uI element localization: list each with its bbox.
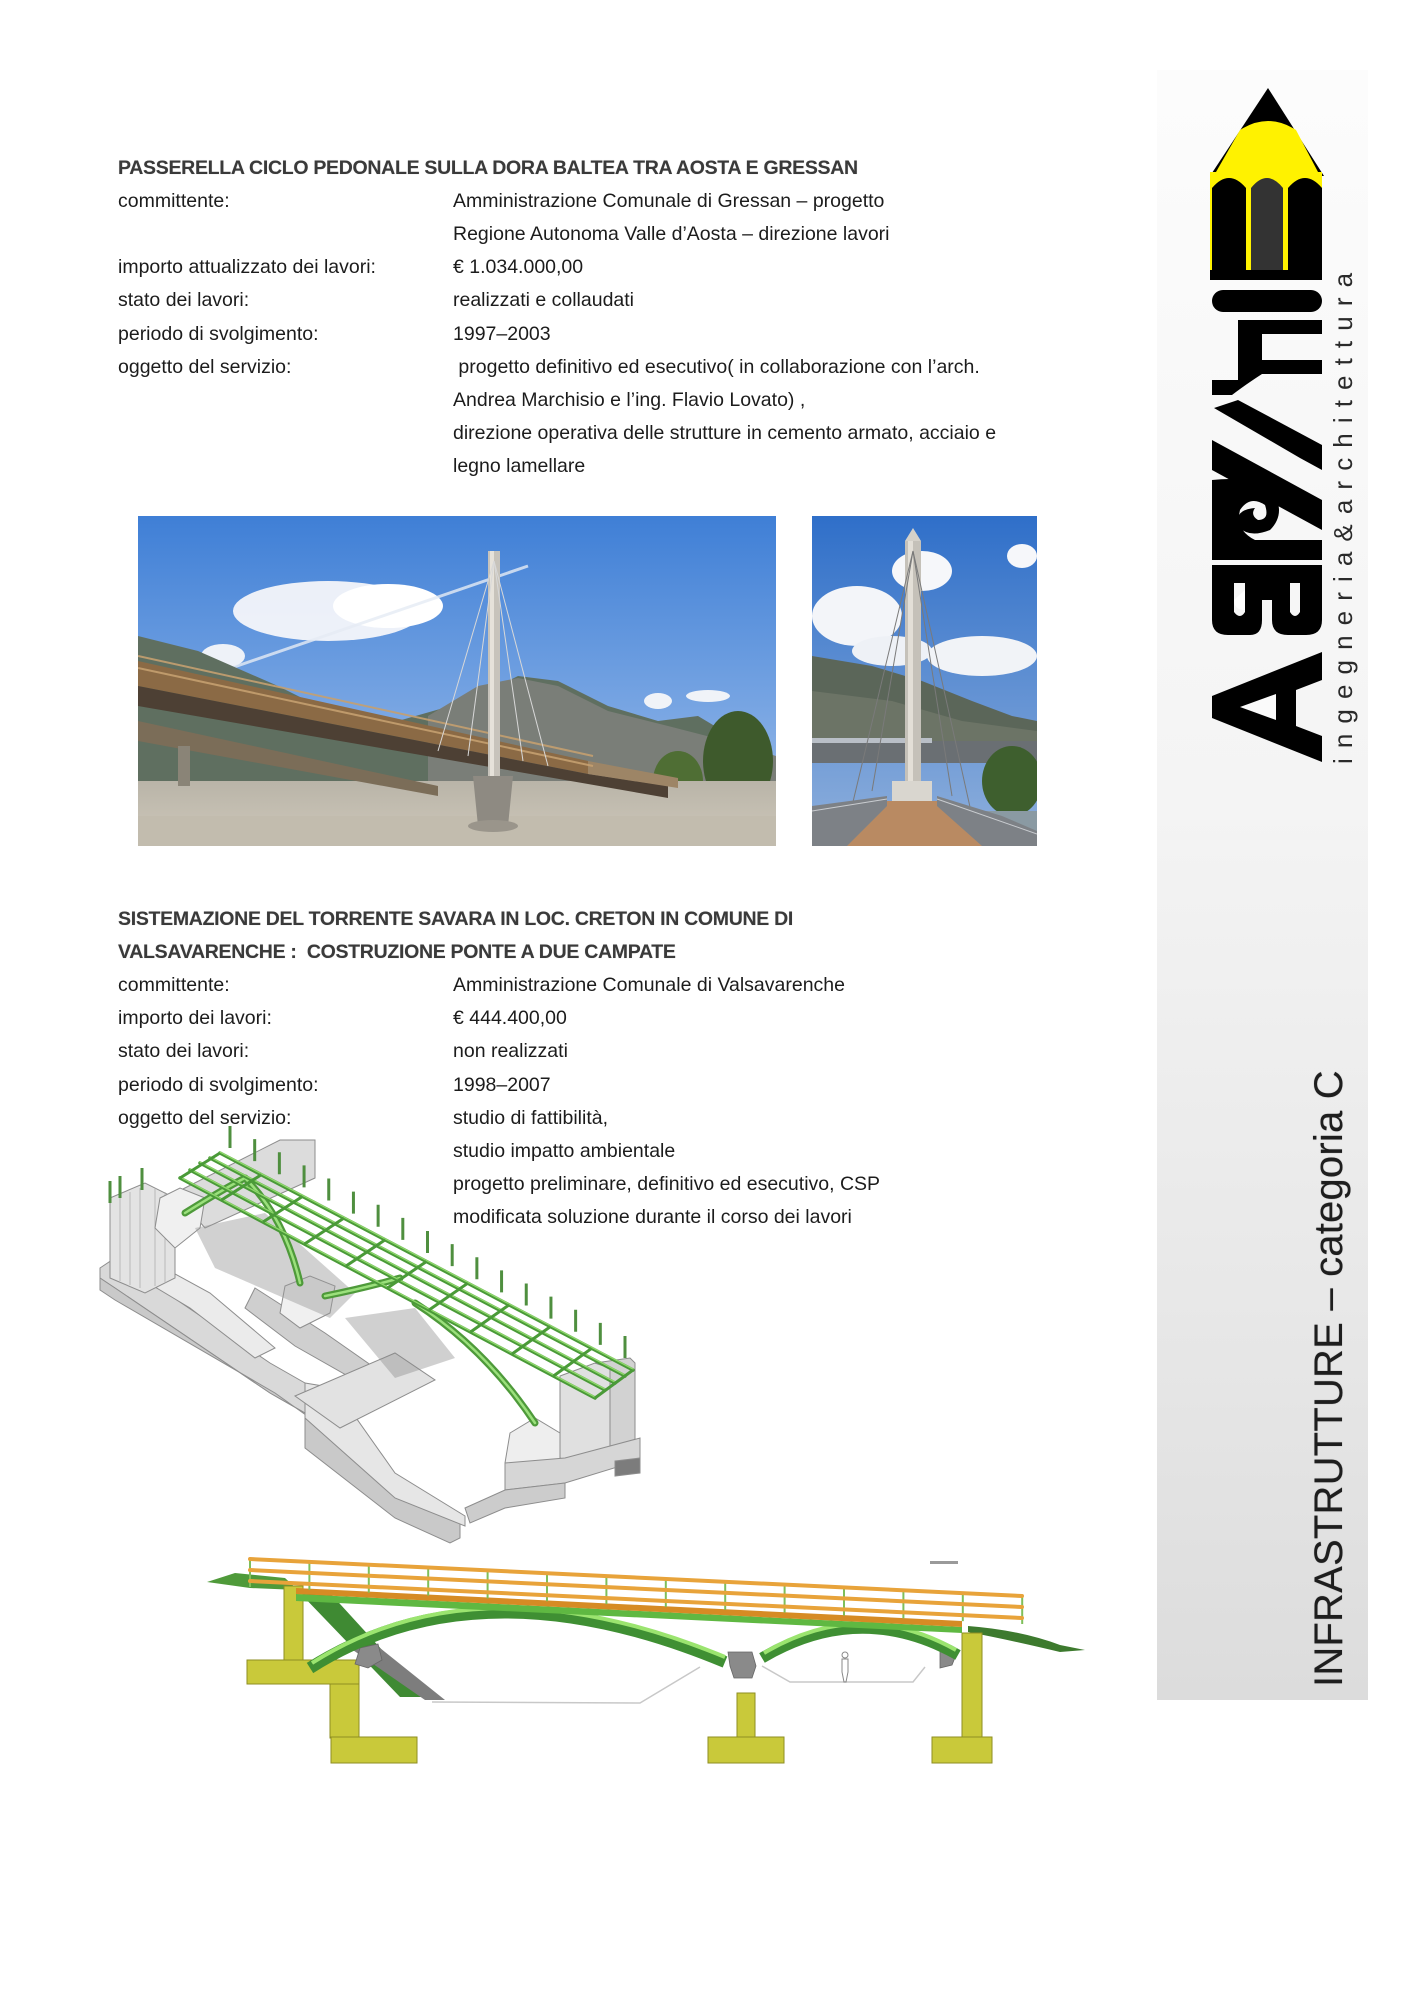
field-value: € 444.400,00 <box>453 1007 567 1029</box>
field-value: legno lamellare <box>453 455 586 477</box>
section1-title: PASSERELLA CICLO PEDONALE SULLA DORA BALTEA TRA AOSTA E GRESSAN <box>118 157 858 179</box>
field-value: progetto preliminare, definitivo ed esecutivo, CSP <box>453 1173 881 1195</box>
section2-title-line2: VALSAVARENCHE : COSTRUZIONE PONTE A DUE CAMPATE <box>118 941 676 963</box>
photo-bridge-deck-view <box>812 516 1037 846</box>
field-label: oggetto del servizio: <box>118 1107 292 1129</box>
field-value: Regione Autonoma Valle d’Aosta – direzione lavori <box>453 223 890 245</box>
field-value: 1998–2007 <box>453 1074 551 1096</box>
field-label: periodo di svolgimento: <box>118 323 319 345</box>
field-label: importo attualizzato dei lavori: <box>118 256 376 278</box>
field-value: € 1.034.000,00 <box>453 256 584 278</box>
field-label: stato dei lavori: <box>118 289 250 311</box>
field-value: Amministrazione Comunale di Valsavarenche <box>453 974 845 996</box>
field-value: non realizzati <box>453 1040 568 1062</box>
logo-tagline: ingegneria&architettura <box>1328 262 1358 764</box>
field-value: realizzati e collaudati <box>453 289 635 311</box>
field-value: studio impatto ambientale <box>453 1140 676 1162</box>
category-title: INFRASTRUTTURE – categoria C <box>1307 1070 1351 1687</box>
field-value: direzione operativa delle strutture in cemento armato, acciaio e <box>453 422 997 444</box>
field-label: importo dei lavori: <box>118 1007 272 1029</box>
field-value: Amministrazione Comunale di Gressan – progetto <box>453 190 885 212</box>
field-label: committente: <box>118 974 230 996</box>
field-value: 1997–2003 <box>453 323 551 345</box>
field-value: progetto definitivo ed esecutivo( in collaborazione con l’arch. <box>453 356 980 378</box>
bridge-elevation-drawing <box>200 1550 1100 1780</box>
photo-bridge-side-view <box>138 516 776 846</box>
section2-title-line1: SISTEMAZIONE DEL TORRENTE SAVARA IN LOC. CRETON IN COMUNE DI <box>118 908 794 930</box>
field-label: committente: <box>118 190 230 212</box>
dimension-mark <box>930 1561 958 1564</box>
field-value: Andrea Marchisio e l’ing. Flavio Lovato) , <box>453 389 806 411</box>
field-label: oggetto del servizio: <box>118 356 292 378</box>
field-label: stato dei lavori: <box>118 1040 250 1062</box>
field-value: studio di fattibilità, <box>453 1107 609 1129</box>
field-label: periodo di svolgimento: <box>118 1074 319 1096</box>
company-logo <box>1205 85 1330 765</box>
field-value: modificata soluzione durante il corso dei lavori <box>453 1206 852 1228</box>
